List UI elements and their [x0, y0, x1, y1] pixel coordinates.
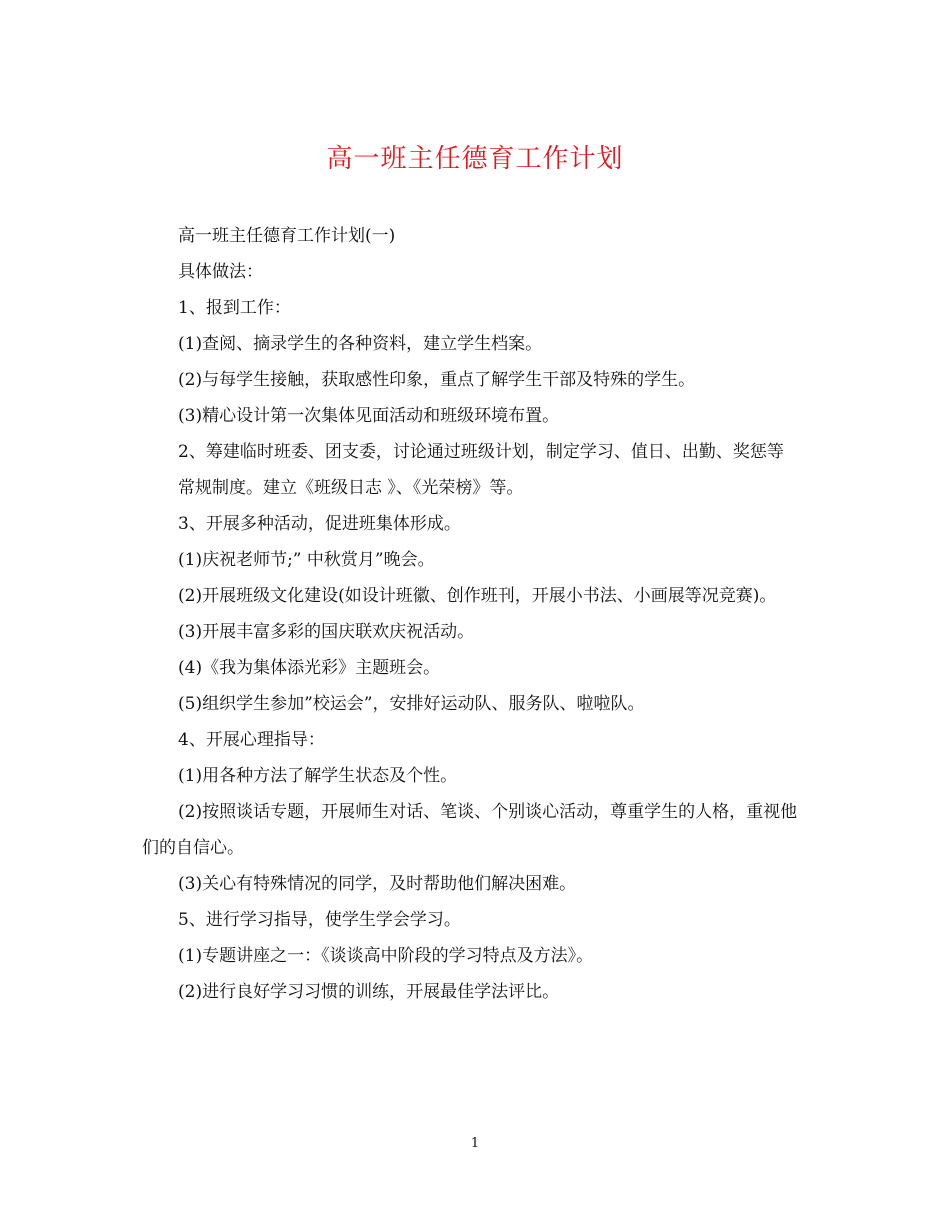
paragraph: (3)关心有特殊情况的同学，及时帮助他们解决困难。: [178, 874, 577, 894]
paragraph: 常规制度。建立《班级日志 》、《光荣榜》等。: [178, 478, 524, 498]
paragraph: (5)组织学生参加”校运会”，安排好运动队、服务队、啦啦队。: [178, 694, 645, 714]
page-number: 1: [470, 1136, 480, 1151]
paragraph: 具体做法：: [178, 262, 263, 282]
paragraph: (2)开展班级文化建设(如设计班徽、创作班刊，开展小书法、小画展等况竞赛)。: [178, 586, 777, 606]
paragraph: (1)查阅、摘录学生的各种资料，建立学生档案。: [178, 334, 543, 354]
paragraph: (1)庆祝老师节;” 中秋赏月”晚会。: [178, 550, 435, 570]
paragraph: (1)用各种方法了解学生状态及个性。: [178, 766, 458, 786]
paragraph: 高一班主任德育工作计划(一): [178, 226, 396, 246]
paragraph: 2、筹建临时班委、团支委，讨论通过班级计划，制定学习、值日、出勤、奖惩等: [178, 442, 784, 462]
paragraph: (2)按照谈话专题，开展师生对话、笔谈、个别谈心活动，尊重学生的人格，重视他们的自信心。: [142, 802, 798, 858]
paragraph: (3)开展丰富多彩的国庆联欢庆祝活动。: [178, 622, 475, 642]
paragraph: 5、进行学习指导，使学生学会学习。: [178, 910, 461, 930]
paragraph: (1)专题讲座之一：《谈谈高中阶段的学习特点及方法》。: [178, 946, 594, 966]
paragraph: 1、报到工作：: [178, 298, 291, 318]
document-title: 高一班主任德育工作计划: [326, 144, 624, 174]
document-body: [142, 218, 808, 1010]
paragraph: (2)与每学生接触，获取感性印象，重点了解学生干部及特殊的学生。: [178, 370, 696, 390]
paragraph: 4、开展心理指导：: [178, 730, 325, 750]
paragraph: (2)进行良好学习习惯的训练，开展最佳学法评比。: [178, 982, 560, 1002]
paragraph: (4)《我为集体添光彩》主题班会。: [178, 658, 441, 678]
paragraph: (3)精心设计第一次集体见面活动和班级环境布置。: [178, 406, 560, 426]
paragraph: 3、开展多种活动，促进班集体形成。: [178, 514, 461, 534]
